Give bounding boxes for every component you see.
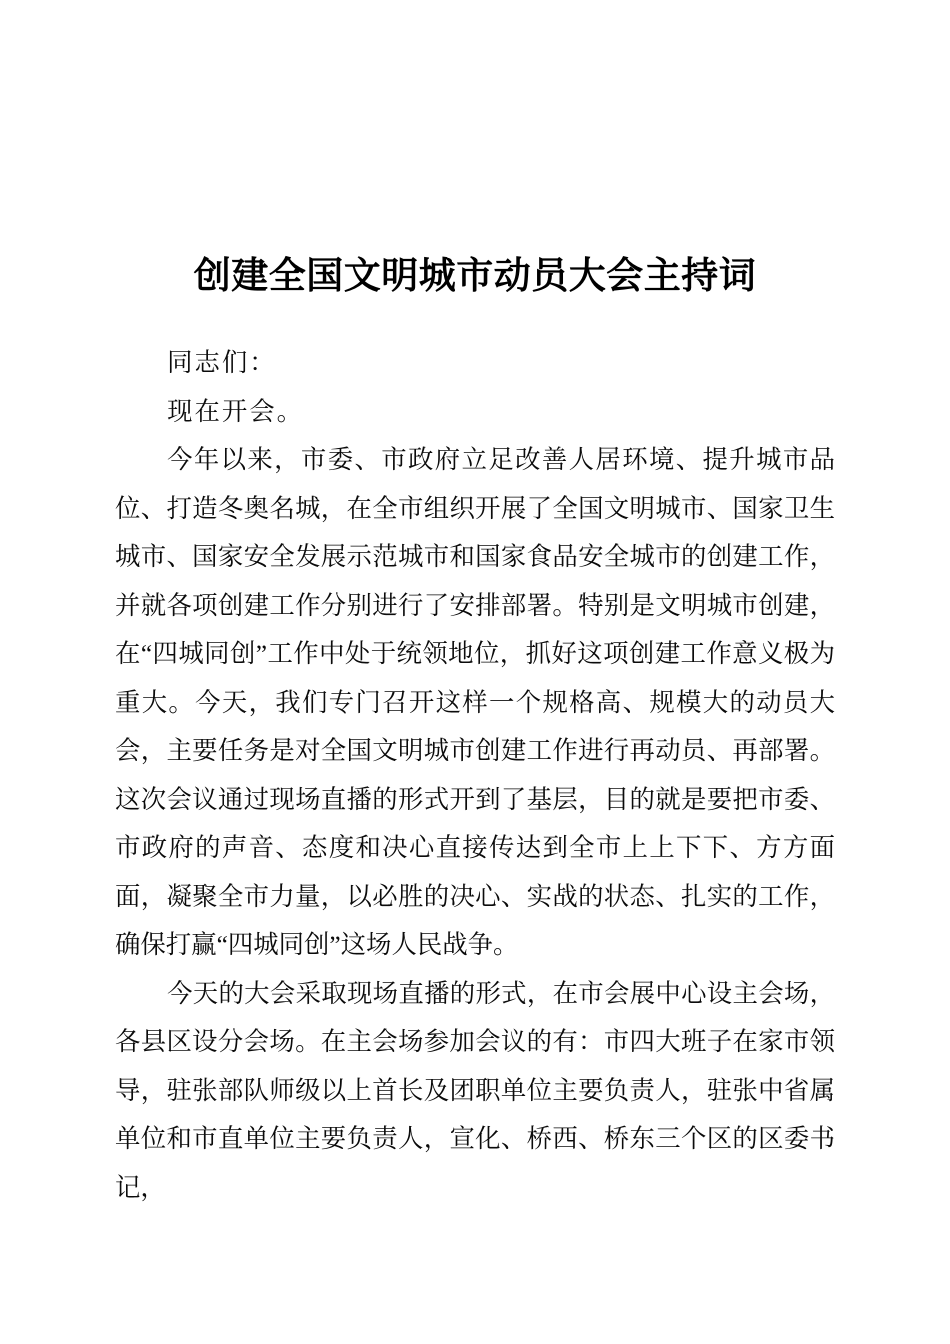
page-title: 创建全国文明城市动员大会主持词 [193,256,757,297]
text-content [115,0,835,1212]
paragraph-venue-attendees: 今天的大会采取现场直播的形式，在市会展中心设主会场，各县区设分会场。在主会场参加会议的有：市四大班子在家市领导，驻张部队师级以上首长及团职单位主要负责人，驻张中省属单位和市直单位主要负责人，宣化、桥西、桥东三个区的区委书记， [115,979,835,1202]
salutation-line: 同志们： [167,349,277,377]
paragraph-mobilization-overview: 今年以来，市委、市政府立足改善人居环境、提升城市品位、打造冬奥名城，在全市组织开展了全国文明城市、国家卫生城市、国家安全发展示范城市和国家食品安全城市的创建工作，并就各项创建工作分别进行了安排部署。特别是文明城市创建，在“四城同创”工作中处于统领地位，抓好这项创建工作意义极为重大。今天，我们专门召开这样一个规格高、规模大的动员大会，主要任务是对全国文明城市创建工作进行再动员、再部署。这次会议通过现场直播的形式开到了基层，目的就是要把市委、市政府的声音、态度和决心直接传达到全市上上下下、方方面面，凝聚全市力量，以必胜的决心、实战的状态、扎实的工作，确保打赢“四城同创”这场人民战争。 [115,446,835,959]
opening-line: 现在开会。 [167,397,305,426]
document-body [115,339,835,1212]
